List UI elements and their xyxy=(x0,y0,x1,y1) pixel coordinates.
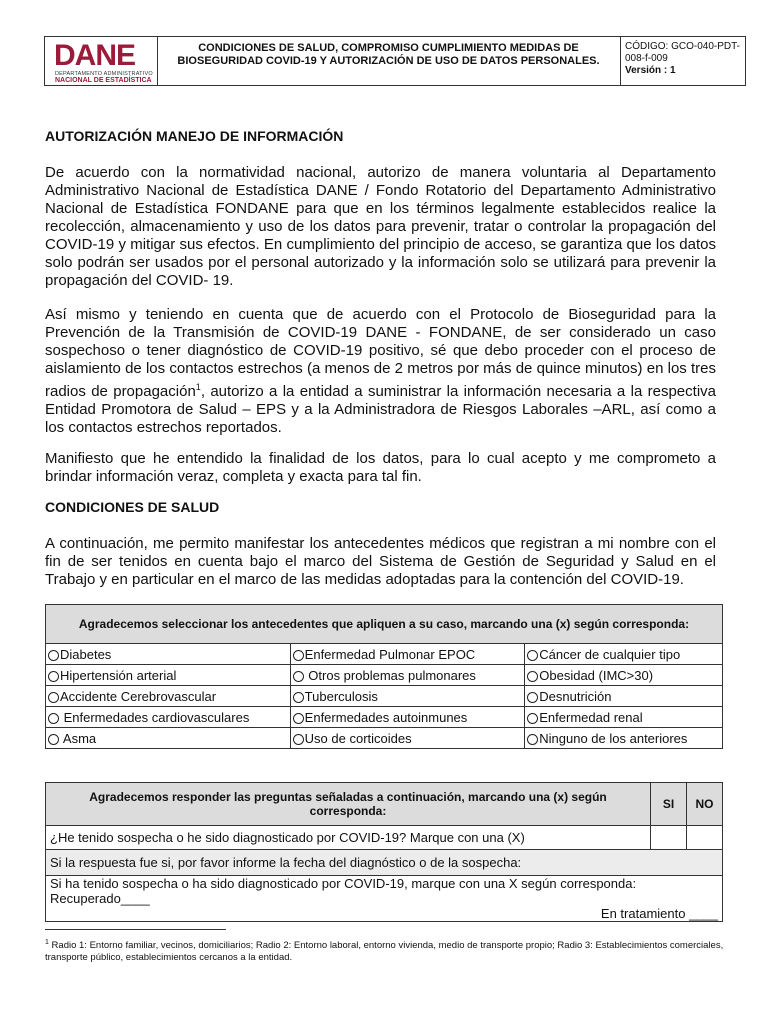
radio-circle-icon[interactable] xyxy=(527,650,538,661)
table-row xyxy=(46,707,723,728)
answer-no-cell[interactable] xyxy=(687,826,723,850)
question-diagnosis-date[interactable]: Si la respuesta fue si, por favor informe la fecha del diagnóstico o de la sospecha: xyxy=(46,850,723,876)
footnote-text: Radio 1: Entorno familiar, vecinos, domiciliarios; Radio 2: Entorno laboral, entorno vivienda, medio de transporte propio; Radio 3: Establecimientos comerciales, transporte público, establecimientos cercanos a la entidad. xyxy=(45,940,724,964)
section-heading-health: CONDICIONES DE SALUD xyxy=(45,499,220,515)
condition-option[interactable] xyxy=(525,728,723,749)
question-status[interactable] xyxy=(46,876,723,922)
condition-option[interactable] xyxy=(525,644,723,665)
radio-circle-icon[interactable] xyxy=(293,650,304,661)
radio-circle-icon[interactable] xyxy=(48,671,59,682)
table-row xyxy=(46,876,723,922)
yes-column-header: SI xyxy=(651,783,687,826)
condition-label: Enfermedades cardiovasculares xyxy=(60,709,250,725)
radio-circle-icon[interactable] xyxy=(293,671,304,682)
authorization-paragraph-2 xyxy=(45,306,716,437)
radio-circle-icon[interactable] xyxy=(293,692,304,703)
table-row xyxy=(46,665,723,686)
radio-circle-icon[interactable] xyxy=(527,734,538,745)
condition-label: Enfermedad renal xyxy=(539,709,643,725)
condition-label: Enfermedad Pulmonar EPOC xyxy=(304,646,476,662)
section-heading-authorization: AUTORIZACIÓN MANEJO DE INFORMACIÓN xyxy=(45,128,344,144)
radio-circle-icon[interactable] xyxy=(527,713,538,724)
authorization-paragraph-1: De acuerdo con la normatividad nacional, autorizo de manera voluntaria al Departamento Administrativo Nacional de Estadística DANE / Fondo Rotatorio del Departamento Administrativo Nacional de Estadística FONDANE para que en los términos legalmente establecidos realice la recolección, almacenamiento y uso de los datos para prevenir, tratar o controlar la propagación del COVID-19 y mitigar sus efectos. En cumplimiento del principio de acceso, se garantiza que los datos solo podrán ser usados por el personal autorizado y la información solo se utilizará para prevenir la propagación del COVID- 19. xyxy=(45,164,716,289)
document-code: CÓDIGO: GCO-040-PDT-008-f-009 xyxy=(625,41,741,64)
no-column-header: NO xyxy=(687,783,723,826)
footnote-mark: 1 xyxy=(45,939,49,946)
dane-logo: DANE xyxy=(54,39,136,72)
status-line-recovered: Si ha tenido sospecha o ha sido diagnosticado por COVID-19, marque con una X según corresponda: Recuperado____ xyxy=(50,876,637,906)
condition-label: Diabetes xyxy=(60,646,112,662)
condition-label: Obesidad (IMC>30) xyxy=(539,667,654,683)
document-header xyxy=(44,36,746,86)
condition-label: Desnutrición xyxy=(539,688,612,704)
condition-label: Hipertensión arterial xyxy=(60,667,177,683)
radio-circle-icon[interactable] xyxy=(293,734,304,745)
radio-circle-icon[interactable] xyxy=(527,671,538,682)
radio-circle-icon[interactable] xyxy=(48,692,59,703)
radio-circle-icon[interactable] xyxy=(293,713,304,724)
condition-option[interactable] xyxy=(290,707,525,728)
answer-yes-cell[interactable] xyxy=(651,826,687,850)
condition-label: Ninguno de los anteriores xyxy=(539,730,688,746)
table-row xyxy=(46,686,723,707)
condition-option[interactable] xyxy=(525,686,723,707)
paragraph-2-text-a: Así mismo y teniendo en cuenta que de acuerdo con el Protocolo de Bioseguridad para la Prevención de la Transmisión de COVID-19 DANE - FONDANE, de ser considerado un caso sospechoso o tener diagnóstico de COVID-19 positivo, sé que debo proceder con el proceso de aislamiento de los contactos estrechos (a menos de 2 metros por más de quince minutos) en los tres radios de propagación xyxy=(45,306,716,400)
health-paragraph: A continuación, me permito manifestar los antecedentes médicos que registran a mi nombre con el fin de ser tenidos en cuenta bajo el marco del Sistema de Gestión de Seguridad y Salud en el Trabajo y en particular en el marco de las medidas adoptadas para la contención del COVID-19. xyxy=(45,535,716,588)
condition-option[interactable] xyxy=(290,686,525,707)
condition-label: Asma xyxy=(60,730,97,746)
condition-option[interactable] xyxy=(290,665,525,686)
conditions-table xyxy=(45,604,723,749)
question-covid-suspicion: ¿He tenido sospecha o he sido diagnosticado por COVID-19? Marque con una (X) xyxy=(46,826,651,850)
document-title: CONDICIONES DE SALUD, COMPROMISO CUMPLIMIENTO MEDIDAS DE BIOSEGURIDAD COVID-19 Y AUTORIZACIÓN DE USO DE DATOS PERSONALES. xyxy=(157,37,621,85)
footnote xyxy=(45,937,725,964)
condition-label: Tuberculosis xyxy=(304,688,378,704)
logo-subtitle-2: NACIONAL DE ESTADÍSTICA xyxy=(55,77,152,84)
condition-label: Accidente Cerebrovascular xyxy=(60,688,217,704)
condition-label: Otros problemas pulmonares xyxy=(304,667,476,683)
condition-option[interactable] xyxy=(290,644,525,665)
paragraph-2-text-b: , autorizo a la entidad a suministrar la información necesaria a la respectiva Entidad Promotora de Salud – EPS y a la Administradora de Riesgos Laborales –ARL, así como a los contactos estrechos reportados. xyxy=(45,383,716,436)
authorization-paragraph-3: Manifiesto que he entendido la finalidad de los datos, para lo cual acepto y me comprometo a brindar información veraz, completa y exacta para tal fin. xyxy=(45,450,716,485)
radio-circle-icon[interactable] xyxy=(527,692,538,703)
condition-label: Cáncer de cualquier tipo xyxy=(539,646,681,662)
condition-option[interactable] xyxy=(525,707,723,728)
table-row xyxy=(46,644,723,665)
condition-option[interactable] xyxy=(46,707,291,728)
document-code-cell xyxy=(621,37,745,85)
footnote-reference: 1 xyxy=(195,382,201,392)
condition-option[interactable] xyxy=(46,686,291,707)
condition-option[interactable] xyxy=(290,728,525,749)
table-row xyxy=(46,826,723,850)
logo-cell xyxy=(45,37,158,85)
condition-option[interactable] xyxy=(46,665,291,686)
condition-option[interactable] xyxy=(46,644,291,665)
conditions-table-header: Agradecemos seleccionar los antecedentes que apliquen a su caso, marcando una (x) según corresponda: xyxy=(46,605,723,644)
footnote-divider xyxy=(45,929,226,930)
condition-label: Uso de corticoides xyxy=(304,730,412,746)
table-row xyxy=(46,728,723,749)
condition-label: Enfermedades autoinmunes xyxy=(304,709,468,725)
logo-subtitle-1: DEPARTAMENTO ADMINISTRATIVO xyxy=(55,71,153,77)
radio-circle-icon[interactable] xyxy=(48,650,59,661)
document-version: Versión : 1 xyxy=(625,65,676,76)
questions-table xyxy=(45,782,723,922)
radio-circle-icon[interactable] xyxy=(48,713,59,724)
radio-circle-icon[interactable] xyxy=(48,734,59,745)
condition-option[interactable] xyxy=(525,665,723,686)
questions-table-header: Agradecemos responder las preguntas señaladas a continuación, marcando una (x) según corresponda: xyxy=(46,783,651,826)
status-line-treatment: En tratamiento ____ xyxy=(600,906,718,921)
table-row xyxy=(46,850,723,876)
condition-option[interactable] xyxy=(46,728,291,749)
